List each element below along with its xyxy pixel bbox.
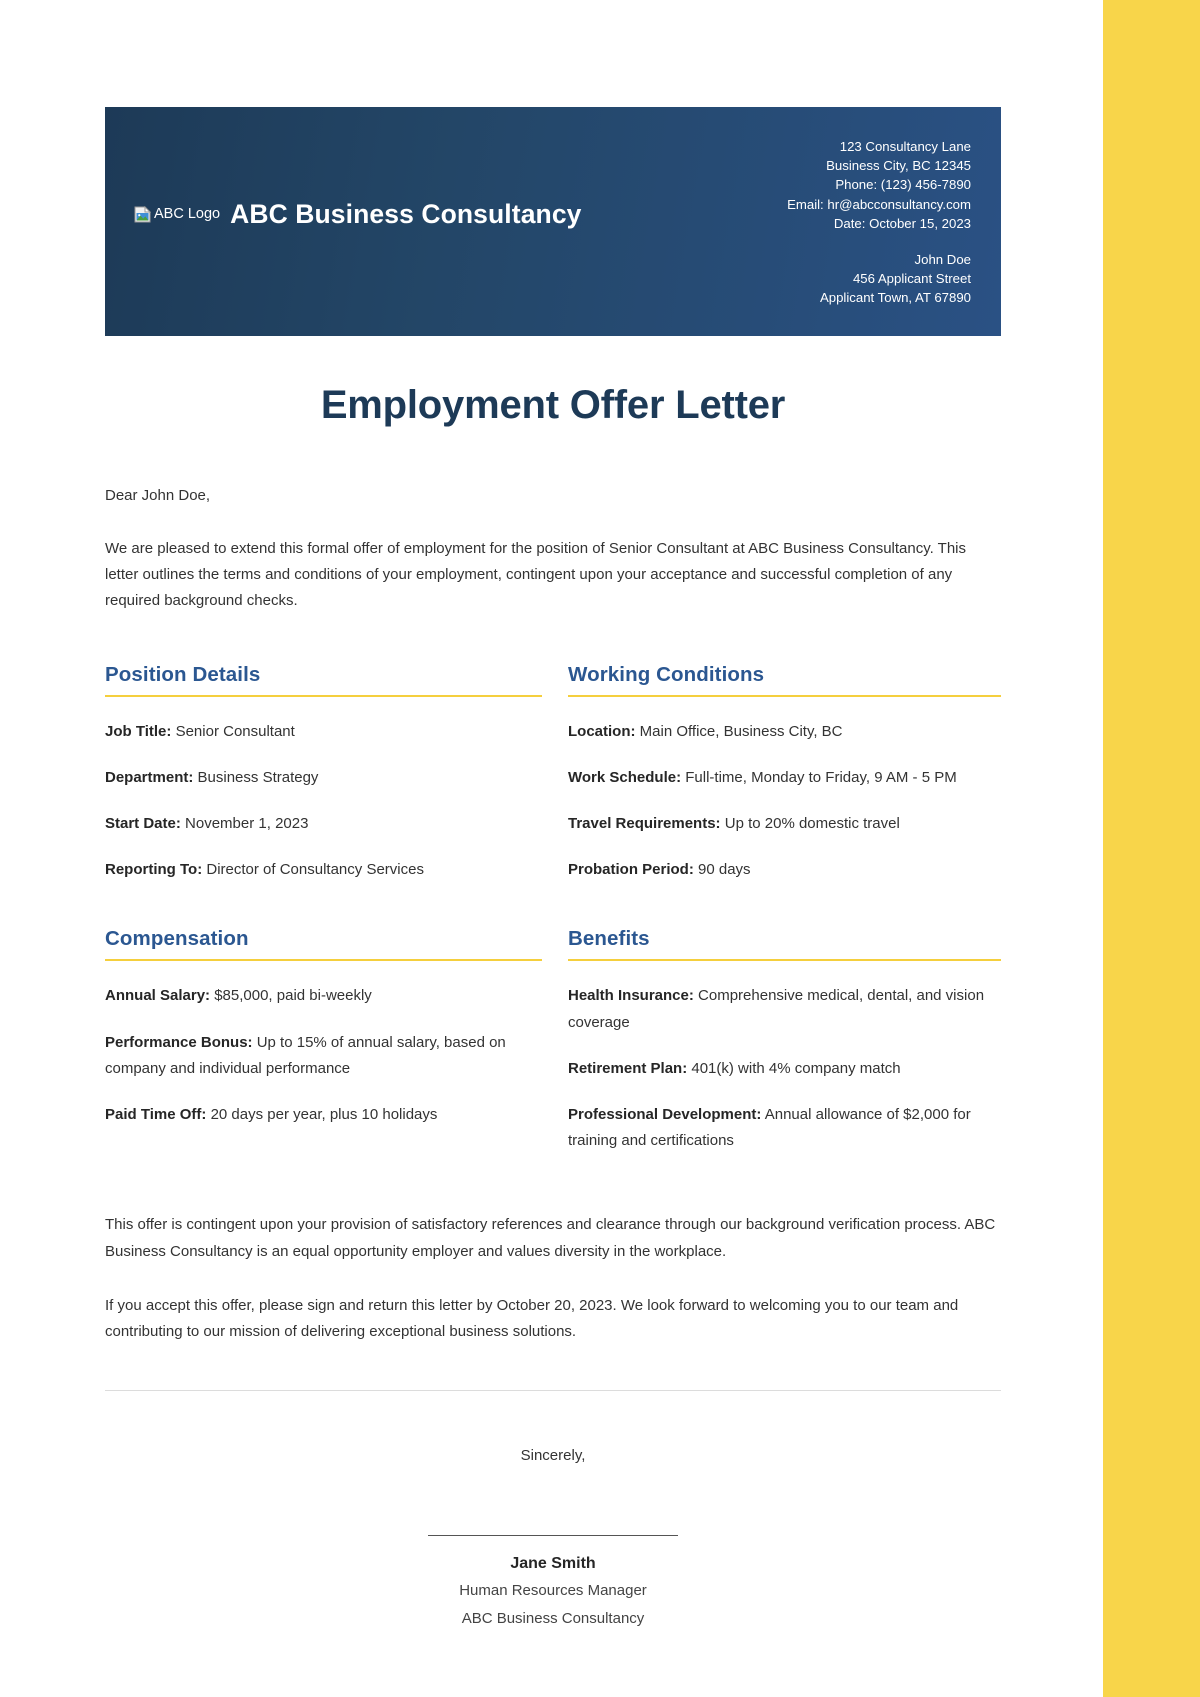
salutation: Dear John Doe,	[105, 487, 211, 504]
field-value: November 1, 2023	[185, 815, 309, 833]
field-label: Location:	[568, 722, 636, 740]
field-annual-salary	[105, 983, 542, 1009]
broken-image-icon	[134, 206, 151, 223]
section-position-details	[105, 663, 542, 884]
section-compensation	[105, 883, 542, 1154]
section-heading-compensation: Compensation	[105, 927, 542, 961]
field-job-title	[105, 719, 542, 745]
signatory-role: Human Resources Manager	[459, 1582, 647, 1600]
company-logo-placeholder	[134, 206, 220, 223]
contact-line-email: Email: hr@abcconsultancy.com	[787, 196, 971, 212]
field-label: Annual Salary:	[105, 987, 211, 1005]
field-value: Senior Consultant	[175, 722, 295, 740]
field-probation-period	[568, 857, 1001, 883]
field-label: Start Date:	[105, 815, 181, 833]
field-value: Comprehensive medical, dental, and vision coverage	[568, 987, 985, 1031]
intro-paragraph: We are pleased to extend this formal offer of employment for the position of Senior Consultant at ABC Business Consultancy. This letter outlines the terms and conditions of your employment, contingent upon your acceptance and successful completion of any required background checks.	[105, 540, 967, 610]
brand-row	[134, 199, 582, 230]
letter-body	[105, 336, 1001, 1632]
signature-divider	[105, 1390, 1001, 1391]
contact-line-city: Business City, BC 12345	[826, 158, 971, 174]
field-professional-development	[568, 1102, 1001, 1154]
contact-line-date: Date: October 15, 2023	[833, 215, 971, 231]
signature-line	[428, 1535, 678, 1536]
field-value: 20 days per year, plus 10 holidays	[210, 1106, 438, 1124]
field-reporting-to	[105, 857, 542, 883]
signatory-name: Jane Smith	[510, 1555, 596, 1573]
field-value: Up to 15% of annual salary, based on company and individual performance	[105, 1033, 506, 1077]
details-grid	[105, 663, 1001, 1155]
sincerely-text: Sincerely,	[520, 1447, 586, 1465]
company-logo-alt-text: ABC Logo	[154, 206, 221, 223]
field-label: Probation Period:	[568, 861, 694, 879]
closing-paragraph-1: This offer is contingent upon your provision of satisfactory references and clearance through our background verification process. ABC Business Consultancy is an equal opportunity employer and values diversity in the workplace.	[105, 1216, 996, 1260]
field-work-schedule	[568, 765, 1001, 791]
field-value: Director of Consultancy Services	[206, 861, 424, 879]
field-label: Work Schedule:	[568, 768, 682, 786]
recipient-address-block	[820, 250, 971, 308]
field-retirement-plan	[568, 1056, 1001, 1082]
field-value: Full-time, Monday to Friday, 9 AM - 5 PM	[685, 768, 957, 786]
page-title: Employment Offer Letter	[320, 383, 786, 427]
field-start-date	[105, 811, 542, 837]
field-value: 90 days	[698, 861, 751, 879]
company-contact-block	[787, 137, 971, 233]
recipient-city: Applicant Town, AT 67890	[819, 290, 971, 306]
field-department	[105, 765, 542, 791]
letterhead-banner	[105, 107, 1001, 336]
section-benefits	[568, 883, 1001, 1154]
signatory-organization: ABC Business Consultancy	[461, 1610, 645, 1628]
field-value: 401(k) with 4% company match	[691, 1059, 901, 1077]
field-label: Reporting To:	[105, 861, 203, 879]
recipient-name: John Doe	[914, 252, 971, 267]
contact-line-street: 123 Consultancy Lane	[839, 139, 971, 154]
section-heading-benefits: Benefits	[568, 927, 1001, 961]
field-health-insurance	[568, 983, 1001, 1035]
field-value: $85,000, paid bi-weekly	[214, 987, 372, 1005]
field-label: Professional Development:	[568, 1106, 762, 1124]
field-label: Travel Requirements:	[568, 815, 721, 833]
organization-name: ABC Business Consultancy	[230, 199, 582, 229]
field-label: Health Insurance:	[568, 987, 694, 1005]
field-label: Retirement Plan:	[568, 1059, 688, 1077]
field-label: Paid Time Off:	[105, 1106, 207, 1124]
field-performance-bonus	[105, 1030, 542, 1082]
field-label: Department:	[105, 768, 194, 786]
field-value: Business Strategy	[197, 768, 319, 786]
recipient-street: 456 Applicant Street	[852, 271, 971, 287]
field-label: Performance Bonus:	[105, 1033, 253, 1051]
section-heading-working-conditions: Working Conditions	[568, 663, 1001, 697]
right-accent-band	[1103, 0, 1200, 1697]
field-paid-time-off	[105, 1102, 542, 1128]
closing-paragraph-2: If you accept this offer, please sign and return this letter by October 20, 2023. We look forward to welcoming you to our team and contributing to our mission of delivering exceptional business solutions.	[105, 1296, 959, 1341]
field-travel-requirements	[568, 811, 1001, 837]
section-heading-position-details: Position Details	[105, 663, 542, 697]
contact-line-phone: Phone: (123) 456-7890	[835, 177, 971, 193]
field-value: Up to 20% domestic travel	[724, 815, 900, 833]
field-value: Annual allowance of $2,000 for training and certifications	[568, 1106, 971, 1150]
field-value: Main Office, Business City, BC	[639, 722, 843, 740]
field-location	[568, 719, 1001, 745]
section-working-conditions	[568, 663, 1001, 884]
field-label: Job Title:	[105, 722, 172, 740]
